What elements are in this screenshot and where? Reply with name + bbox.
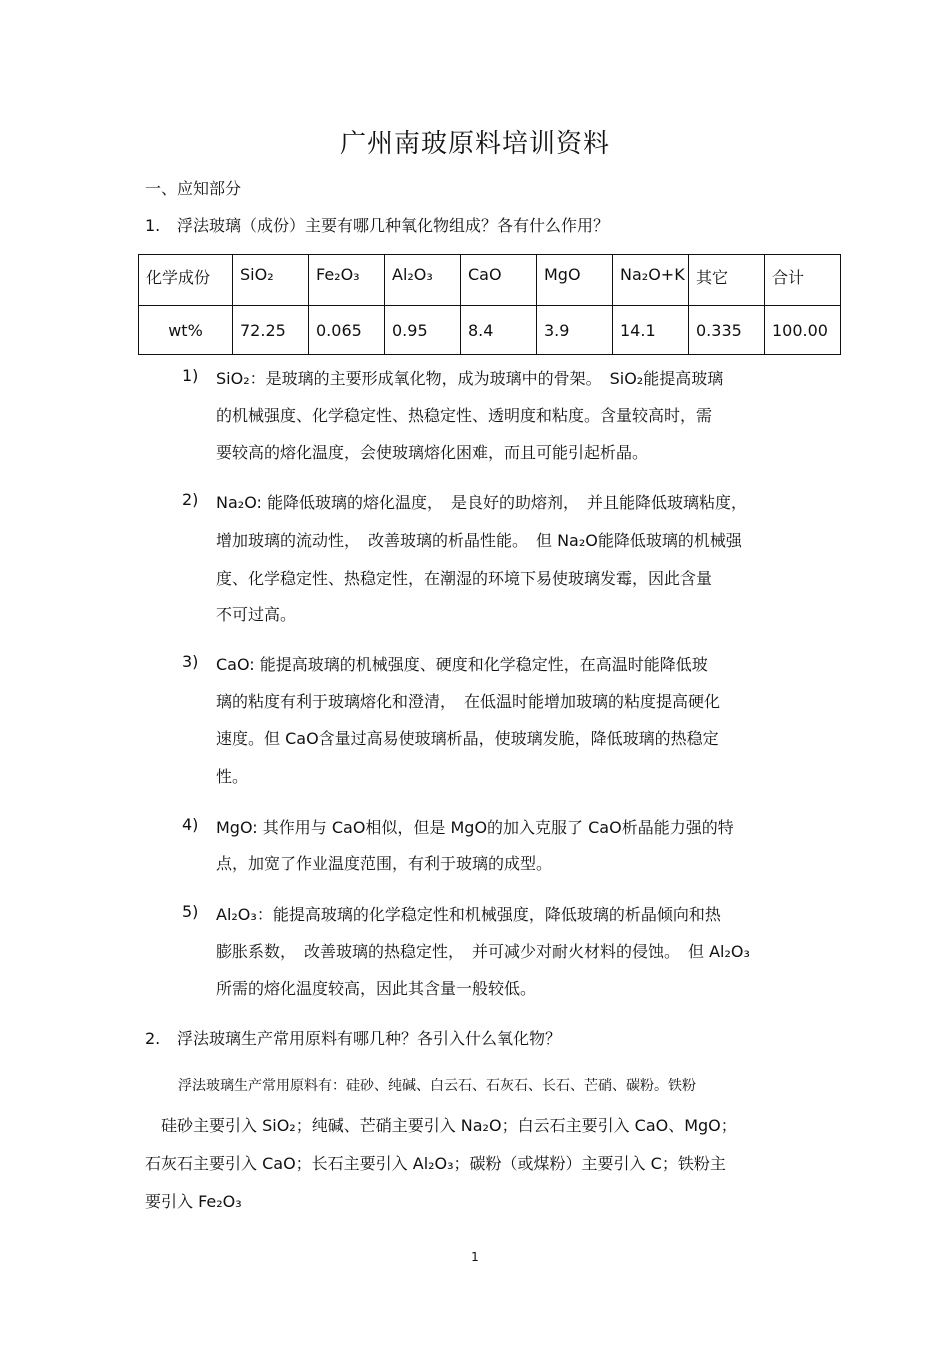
list-item-line: 璃的粘度有利于玻璃熔化和澄清， 在低温时能增加玻璃的粘度提高硬化 <box>216 692 721 711</box>
list-item-line: SiO₂：是玻璃的主要形成氧化物，成为玻璃中的骨架。 SiO₂能提高玻璃 <box>216 369 724 388</box>
table-cell: 0.95 <box>385 306 461 355</box>
list-item-line: 性。 <box>216 767 249 786</box>
table-cell: 0.335 <box>689 306 765 355</box>
table-cell: 14.1 <box>613 306 689 355</box>
question-2-number: 2. <box>145 1029 161 1048</box>
list-item-line: Al₂O₃：能提高玻璃的化学稳定性和机械强度，降低玻璃的析晶倾向和热 <box>216 905 721 924</box>
table-header-cell: SiO₂ <box>233 255 309 306</box>
list-item-line: 膨胀系数， 改善玻璃的热稳定性， 并可减少对耐火材料的侵蚀。 但 Al₂O₃ <box>216 942 750 961</box>
composition-table <box>138 254 841 355</box>
list-item-line: Na₂O: 能降低玻璃的熔化温度， 是良好的助熔剂， 并且能降低玻璃粘度， <box>216 493 747 512</box>
table-header-cell: Fe₂O₃ <box>309 255 385 306</box>
list-item-number: 4) <box>182 815 199 834</box>
list-item-line: MgO: 其作用与 CaO相似，但是 MgO的加入克服了 CaO析晶能力强的特 <box>216 818 734 837</box>
table-cell: 8.4 <box>461 306 537 355</box>
table-header-row <box>139 255 841 306</box>
table-header-cell: MgO <box>537 255 613 306</box>
paragraph-line: 石灰石主要引入 CaO；长石主要引入 Al₂O₃；碳粉（或煤粉）主要引入 C；铁粉主 <box>145 1154 726 1173</box>
table-header-cell: CaO <box>461 255 537 306</box>
list-item-number: 1) <box>182 366 199 385</box>
table-row <box>139 306 841 355</box>
table-header-cell: 化学成份 <box>139 255 233 306</box>
table-header-cell: 其它 <box>689 255 765 306</box>
list-item-number: 5) <box>182 902 199 921</box>
table-cell: 0.065 <box>309 306 385 355</box>
list-item-line: 所需的熔化温度较高，因此其含量一般较低。 <box>216 979 537 998</box>
list-item-number: 3) <box>182 652 199 671</box>
raw-materials-list: 浮法玻璃生产常用原料有：硅砂、纯碱、白云石、石灰石、长石、芒硝、碳粉。铁粉 <box>178 1078 696 1094</box>
table-cell: wt% <box>139 306 233 355</box>
table-cell: 72.25 <box>233 306 309 355</box>
question-2 <box>145 1026 561 1049</box>
question-1-text: 浮法玻璃（成份）主要有哪几种氧化物组成？各有什么作用？ <box>177 216 610 235</box>
table-header-cell: Na₂O+K <box>613 255 689 306</box>
table-header-cell: 合计 <box>765 255 841 306</box>
table-header-cell: Al₂O₃ <box>385 255 461 306</box>
list-item-line: 不可过高。 <box>216 605 297 624</box>
page-title: 广州南玻原料培训资料 <box>339 129 610 159</box>
list-item-line: CaO: 能提高玻璃的机械强度、硬度和化学稳定性，在高温时能降低玻 <box>216 655 708 674</box>
question-1-number: 1. <box>145 216 161 235</box>
list-item-line: 增加玻璃的流动性， 改善玻璃的析晶性能。 但 Na₂O能降低玻璃的机械强 <box>216 531 742 550</box>
page-number: 1 <box>471 1250 479 1264</box>
table-cell: 3.9 <box>537 306 613 355</box>
list-item-number: 2) <box>182 490 199 509</box>
list-item-line: 度、化学稳定性、热稳定性，在潮湿的环境下易使玻璃发霉，因此含量 <box>216 569 713 588</box>
section-heading: 一、应知部分 <box>145 179 242 198</box>
question-1 <box>145 213 609 236</box>
table-cell: 100.00 <box>765 306 841 355</box>
question-2-text: 浮法玻璃生产常用原料有哪几种？各引入什么氧化物？ <box>177 1029 562 1048</box>
list-item-line: 要较高的熔化温度，会使玻璃熔化困难，而且可能引起析晶。 <box>216 443 649 462</box>
list-item-line: 点，加宽了作业温度范围，有利于玻璃的成型。 <box>216 854 553 873</box>
paragraph-line: 硅砂主要引入 SiO₂；纯碱、芒硝主要引入 Na₂O；白云石主要引入 CaO、MgO； <box>145 1116 737 1135</box>
paragraph-line: 要引入 Fe₂O₃ <box>145 1192 242 1211</box>
list-item-line: 速度。但 CaO含量过高易使玻璃析晶，使玻璃发脆，降低玻璃的热稳定 <box>216 729 719 748</box>
list-item-line: 的机械强度、化学稳定性、热稳定性、透明度和粘度。含量较高时，需 <box>216 406 713 425</box>
